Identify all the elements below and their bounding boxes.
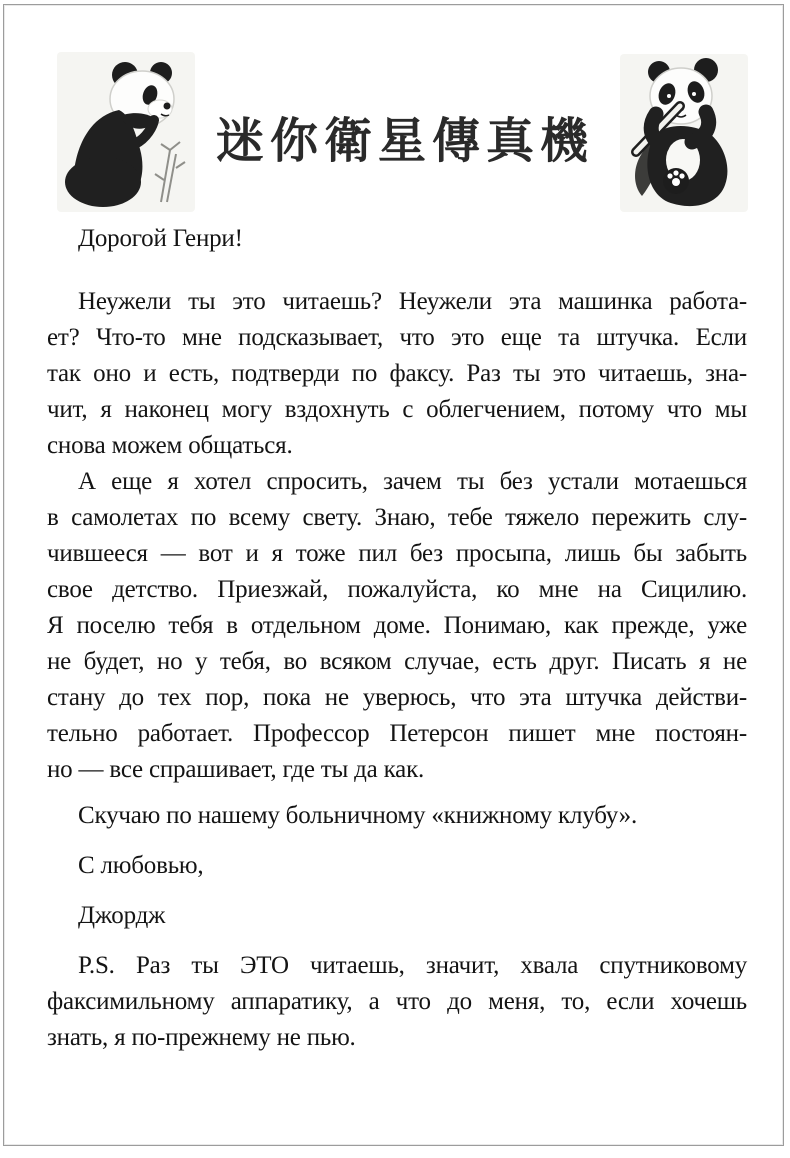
postscript-line: факсимильному аппаратику, а что до меня, то, если хочешь bbox=[47, 988, 747, 1015]
letter-line: в самолетах по всему свету. Знаю, тебе тяжело пережить слу- bbox=[47, 504, 747, 531]
letter-closing bbox=[47, 848, 747, 884]
letter-line: Я поселю тебя в отдельном доме. Понимаю, как прежде, уже bbox=[47, 612, 747, 639]
letter-paragraph-2 bbox=[47, 464, 747, 788]
letter-line: ет? Что-то мне подсказывает, что это еще та штучка. Если bbox=[47, 324, 747, 351]
letter-body bbox=[47, 221, 747, 1056]
postscript-line: знать, я по-прежнему не пью. bbox=[47, 1024, 356, 1051]
letter-line: А еще я хотел спросить, зачем ты без устали мотаешься bbox=[78, 468, 747, 495]
letter-signature bbox=[47, 898, 747, 934]
panda-left-icon bbox=[57, 52, 195, 212]
postscript-line: P.S. Раз ты ЭТО читаешь, значит, хвала спутниковому bbox=[78, 952, 747, 979]
letter-line: чит, я наконец могу вздохнуть с облегчением, потому что мы bbox=[47, 396, 747, 423]
closing-line: С любовью, bbox=[78, 852, 204, 879]
letter-line: чившееся — вот и я тоже пил без просыпа, лишь бы забыть bbox=[47, 540, 747, 567]
page-title-chinese: 迷你衛星傳真機 bbox=[215, 112, 594, 169]
letter-line: снова можем общаться. bbox=[47, 432, 293, 459]
letter-salutation bbox=[47, 221, 747, 257]
letter-line: но — все спрашивает, где ты да как. bbox=[47, 756, 425, 783]
letter-line: не будет, но у тебя, во всяком случае, есть друг. Писать я не bbox=[47, 648, 747, 675]
letter-paragraph-1 bbox=[47, 284, 747, 464]
letter-line: стану до тех пор, пока не уверюсь, что эта штучка действи- bbox=[47, 684, 747, 711]
letter-line: Неужели ты это читаешь? Неужели эта машинка работа- bbox=[78, 288, 747, 315]
panda-right-icon bbox=[620, 54, 748, 212]
letter-line: свое детство. Приезжай, пожалуйста, ко мне на Сицилию. bbox=[47, 576, 747, 603]
letter-postscript bbox=[47, 948, 747, 1056]
letter-line: так оно и есть, подтверди по факсу. Раз ты это читаешь, зна- bbox=[47, 360, 747, 387]
salutation-line: Дорогой Генри! bbox=[78, 225, 243, 252]
letter-paragraph-3 bbox=[47, 798, 747, 834]
letter-line: тельно работает. Профессор Петерсон пишет мне постоян- bbox=[47, 720, 747, 747]
letter-line: Скучаю по нашему больничному «книжному клубу». bbox=[78, 802, 638, 829]
signature-line: Джордж bbox=[78, 902, 166, 929]
